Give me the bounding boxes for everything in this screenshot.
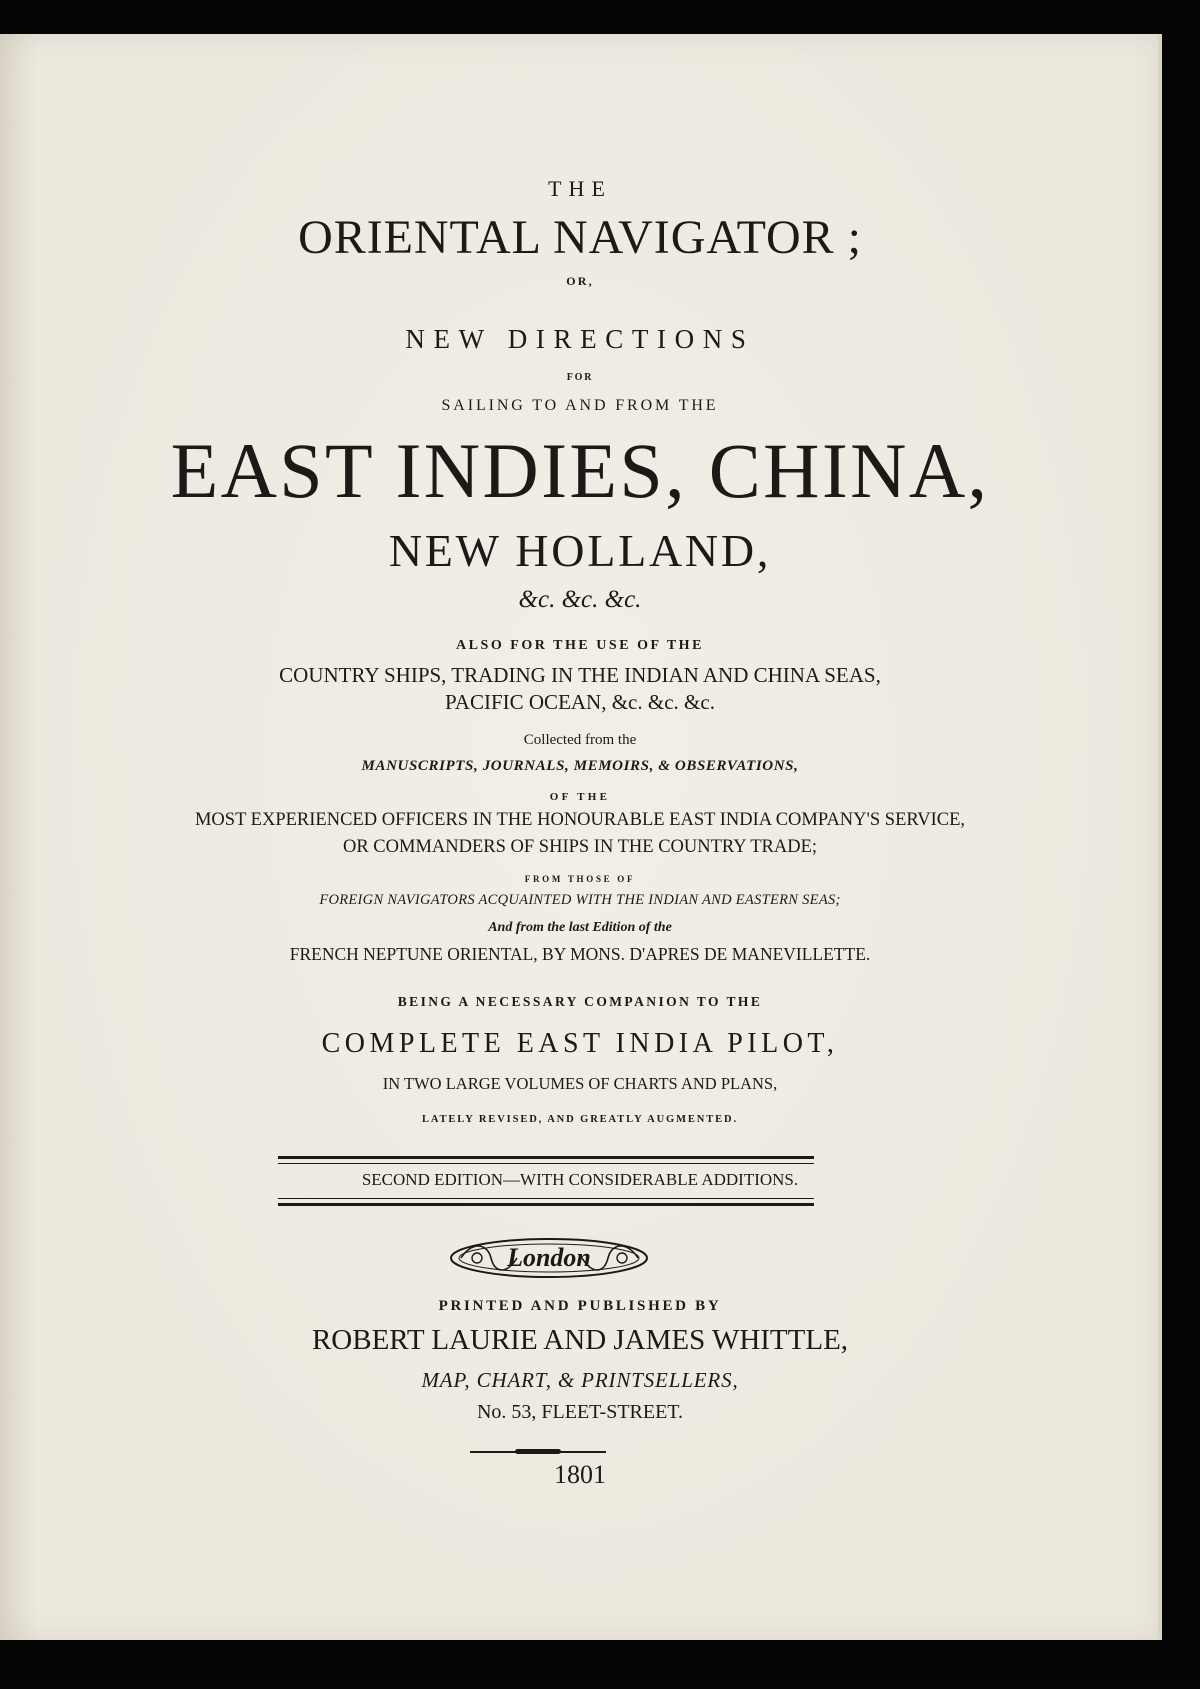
- edition-rule-top-thin: [278, 1163, 814, 1164]
- neptune-line: FRENCH NEPTUNE ORIENTAL, BY MONS. D'APRES DE MANEVILLETTE.: [289, 944, 871, 964]
- new-holland-heading: NEW HOLLAND,: [388, 525, 772, 576]
- printed-line: PRINTED AND PUBLISHED BY: [438, 1298, 722, 1314]
- the-line: THE: [548, 176, 612, 201]
- sellers-line: MAP, CHART, & PRINTSELLERS,: [421, 1368, 739, 1392]
- new-directions: NEW DIRECTIONS: [405, 324, 755, 354]
- page-edge: [1158, 34, 1162, 1640]
- revised-line: LATELY REVISED, AND GREATLY AUGMENTED.: [421, 1114, 739, 1125]
- address-line: No. 53, FLEET-STREET.: [476, 1401, 684, 1423]
- for-line: FOR: [566, 372, 594, 383]
- publishers-line: ROBERT LAURIE AND JAMES WHITTLE,: [311, 1324, 849, 1356]
- or-line: OR,: [566, 274, 594, 288]
- edition-rule-bottom-thin: [278, 1198, 814, 1199]
- etc-line: &c. &c. &c.: [518, 586, 642, 613]
- edition-rule-bottom: [278, 1203, 814, 1206]
- edition-line: SECOND EDITION—WITH CONSIDERABLE ADDITIONS.: [361, 1170, 799, 1189]
- country-ships-line: COUNTRY SHIPS, TRADING IN THE INDIAN AND CHINA SEAS,: [279, 663, 881, 687]
- being-line: BEING A NECESSARY COMPANION TO THE: [397, 994, 763, 1009]
- svg-text:London: London: [507, 1243, 591, 1272]
- manuscripts-line: MANUSCRIPTS, JOURNALS, MEMOIRS, & OBSERVATIONS,: [361, 758, 799, 774]
- collected-line: Collected from the: [523, 732, 637, 748]
- pilot-line: COMPLETE EAST INDIA PILOT,: [321, 1028, 839, 1059]
- title-page: [0, 34, 1160, 1640]
- east-indies-heading: EAST INDIES, CHINA,: [170, 427, 990, 514]
- from-those-line: FROM THOSE OF: [524, 874, 636, 884]
- of-the-line: OF THE: [549, 791, 611, 803]
- commanders-line: OR COMMANDERS OF SHIPS IN THE COUNTRY TRADE;: [342, 837, 818, 857]
- pacific-line: PACIFIC OCEAN, &c. &c. &c.: [445, 690, 715, 714]
- edition-rule-top: [278, 1156, 814, 1159]
- year-rule-center: [515, 1449, 561, 1454]
- london-flourish-icon: [447, 1234, 652, 1282]
- main-title: ORIENTAL NAVIGATOR ;: [298, 211, 862, 264]
- last-edition-line: And from the last Edition of the: [488, 920, 672, 935]
- officers-line: MOST EXPERIENCED OFFICERS IN THE HONOURABLE EAST INDIA COMPANY'S SERVICE,: [194, 810, 966, 830]
- two-volumes-line: IN TWO LARGE VOLUMES OF CHARTS AND PLANS,: [382, 1074, 778, 1093]
- also-for-line: ALSO FOR THE USE OF THE: [456, 638, 704, 653]
- sailing-line: SAILING TO AND FROM THE: [441, 397, 719, 414]
- year-line: 1801: [554, 1460, 606, 1489]
- london-scroll-ornament: [447, 1234, 652, 1282]
- foreign-line: FOREIGN NAVIGATORS ACQUAINTED WITH THE INDIAN AND EASTERN SEAS;: [319, 892, 841, 908]
